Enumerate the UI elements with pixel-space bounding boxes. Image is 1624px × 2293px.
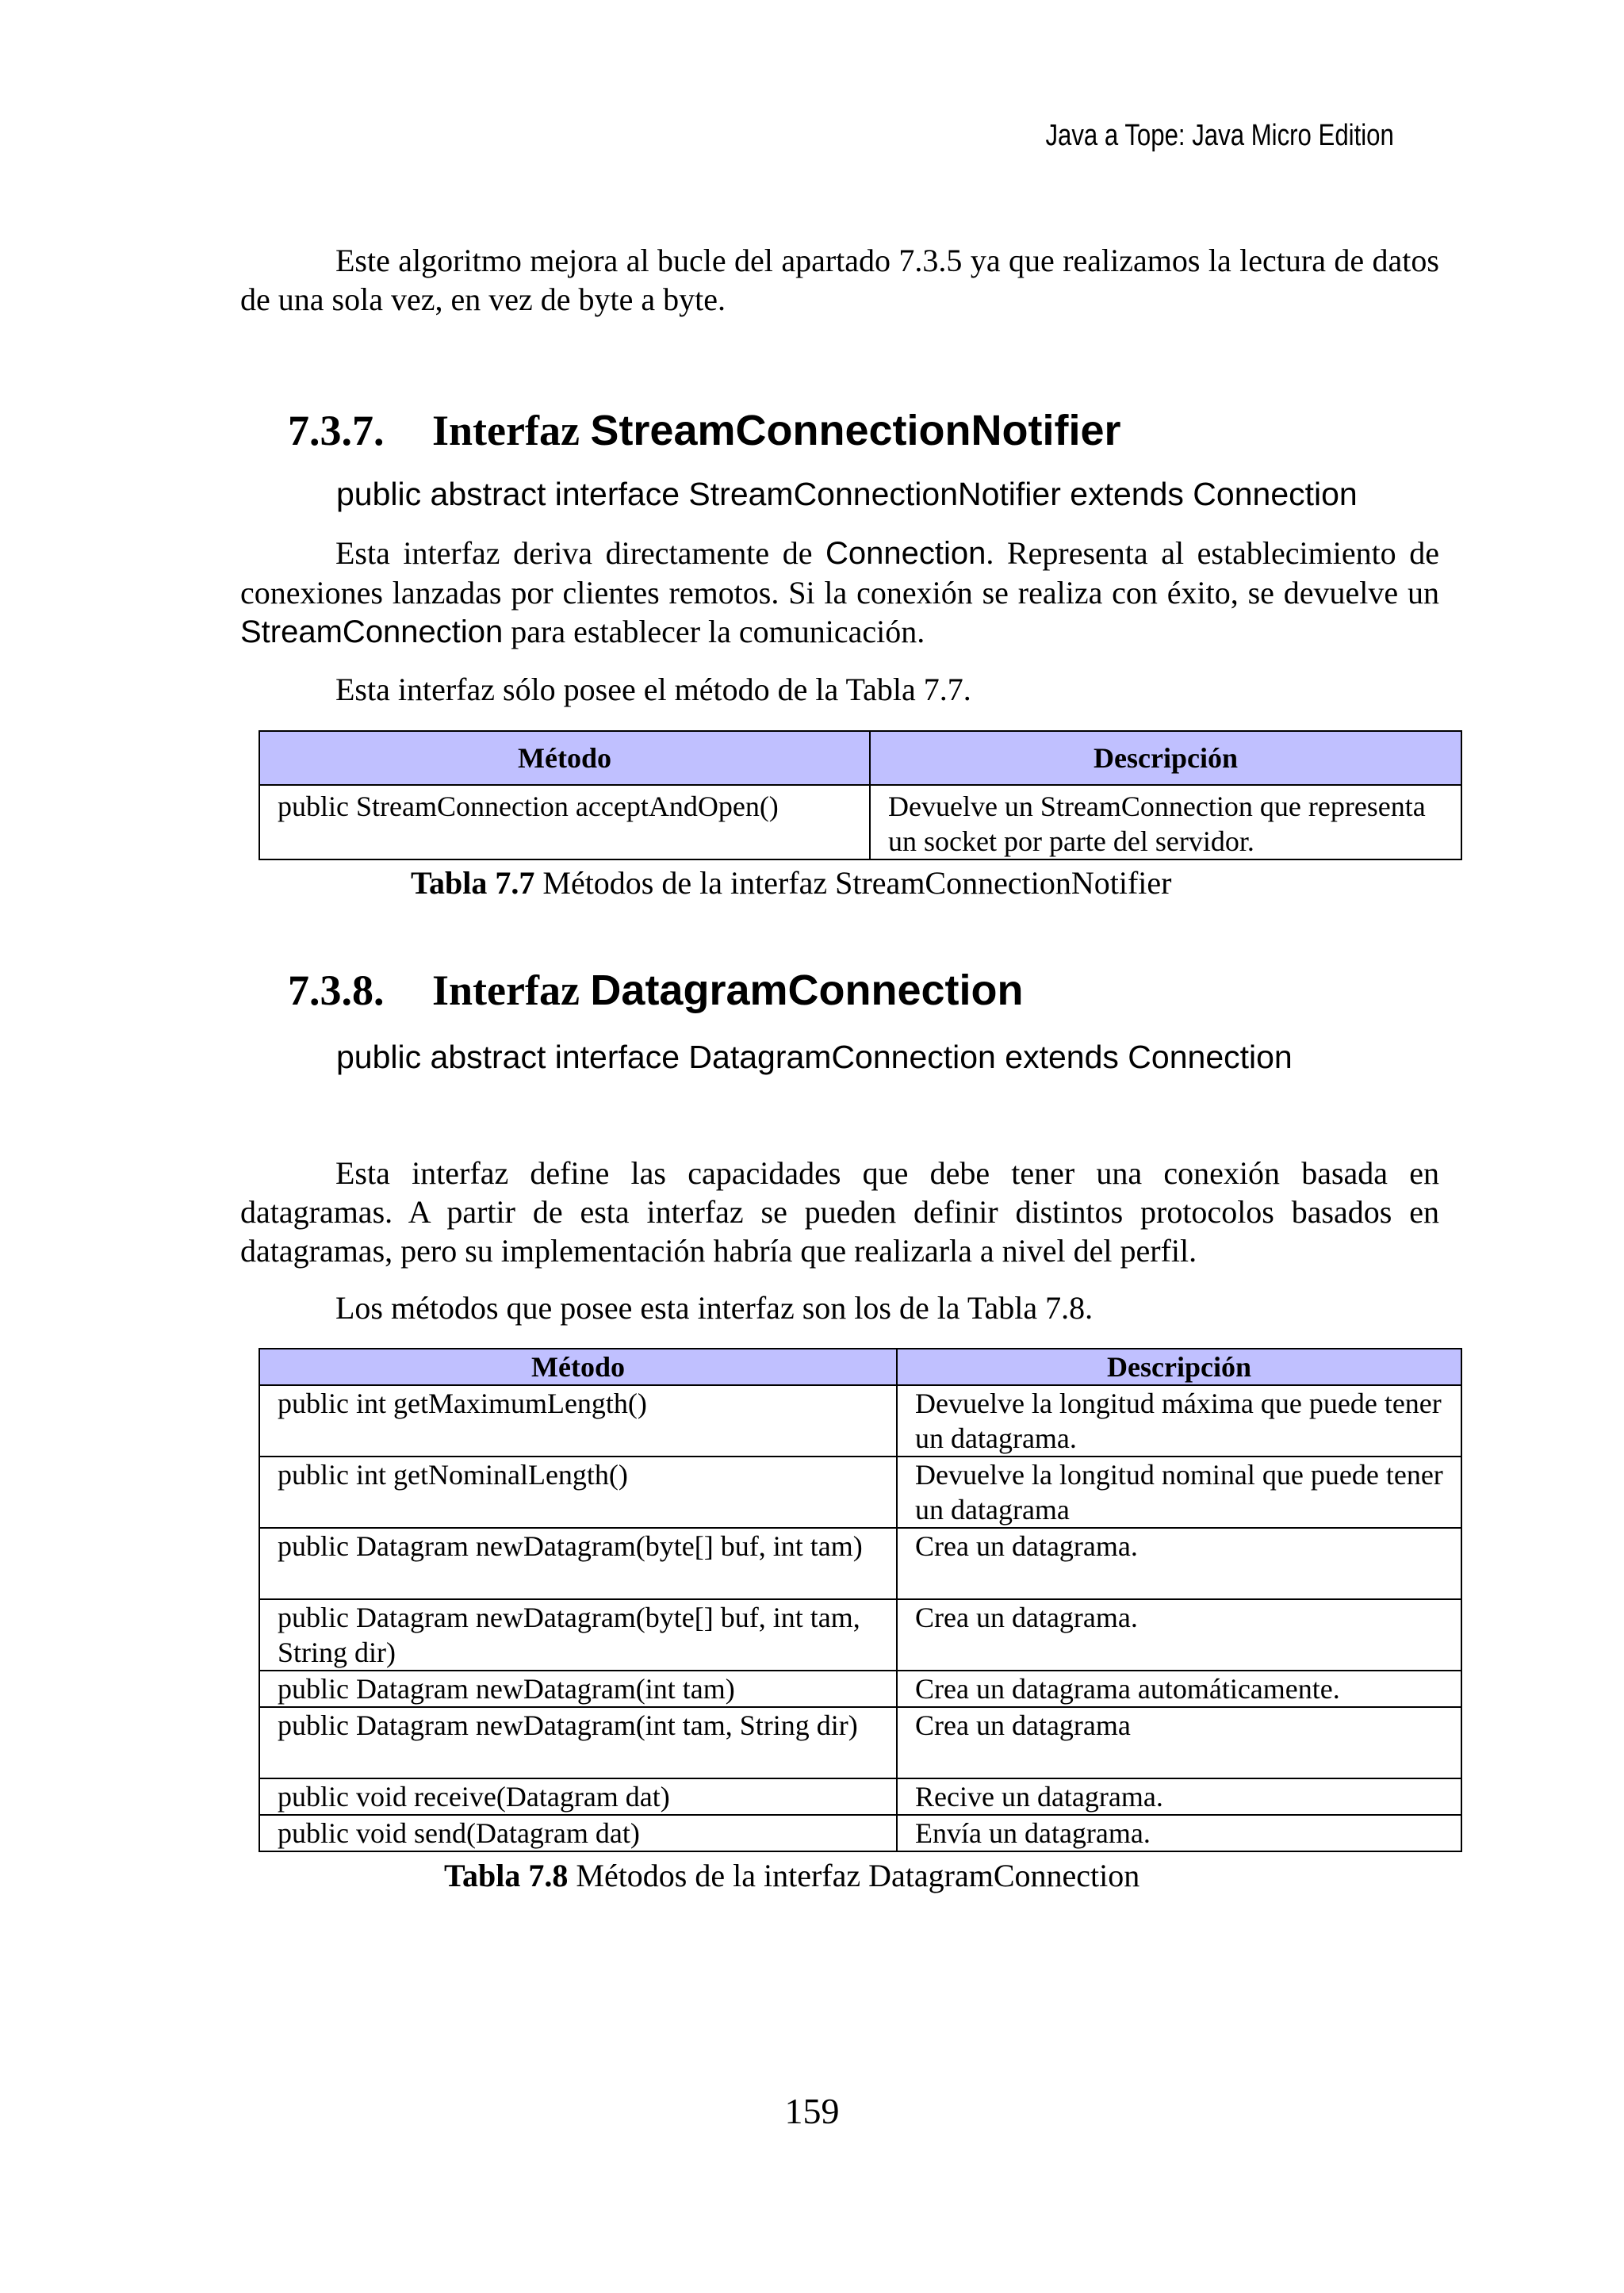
table-row [259,1671,1461,1707]
interface-signature-738: public abstract interface DatagramConnection extends Connection [336,1039,1293,1075]
table-row [259,1815,1461,1851]
method-cell: public Datagram newDatagram(byte[] buf, int tam, String dir) [259,1599,897,1671]
description-cell: Crea un datagrama [897,1707,1461,1778]
running-header: Java a Tope: Java Micro Edition [1045,119,1394,152]
section-keyword: Interfaz [432,407,580,454]
table-row [259,1707,1461,1778]
description-cell: Crea un datagrama automáticamente. [897,1671,1461,1707]
table-row [259,785,1461,859]
section-heading-737 [288,406,1121,455]
description-cell: Devuelve la longitud nominal que puede tener un datagrama [897,1457,1461,1528]
table-header-row [259,1349,1461,1385]
description-cell: Devuelve un StreamConnection que representa un socket por parte del servidor. [870,785,1461,859]
table-caption-7-8: Tabla 7.8 Métodos de la interfaz DatagramConnection [444,1858,1140,1893]
code-streamconnection: StreamConnection [240,614,504,649]
table-row [259,1528,1461,1599]
header-cell: Descripción [897,1349,1461,1385]
table-row [259,1778,1461,1815]
section-number: 7.3.7. [288,407,385,454]
method-cell: public int getMaximumLength() [259,1385,897,1457]
table-7-8 [259,1348,1462,1852]
method-cell: public Datagram newDatagram(int tam) [259,1671,897,1707]
table-row [259,1385,1461,1457]
table-header-row [259,731,1461,785]
description-cell: Crea un datagrama. [897,1599,1461,1671]
method-cell: public void send(Datagram dat) [259,1815,897,1851]
section-number: 7.3.8. [288,967,385,1014]
table-7-7 [259,730,1462,860]
section-737-paragraph-1: Esta interfaz deriva directamente de Connection. Representa al establecimiento de conexiones lanzadas por clientes remotos. Si la conexión se realiza con éxito, se devuelve un StreamConnection para establecer la comunicación. [240,535,1439,649]
page-number: 159 [784,2091,840,2131]
table-row [259,1457,1461,1528]
code-connection: Connection [825,536,986,571]
section-heading-738 [288,966,1024,1015]
section-keyword: Interfaz [432,967,580,1014]
method-cell: public StreamConnection acceptAndOpen() [259,785,870,859]
header-cell: Método [259,1349,897,1385]
header-cell: Descripción [870,731,1461,785]
method-cell: public int getNominalLength() [259,1457,897,1528]
section-737-paragraph-2: Esta interfaz sólo posee el método de la Tabla 7.7. [335,672,971,707]
method-cell: public Datagram newDatagram(byte[] buf, int tam) [259,1528,897,1599]
interface-signature-737: public abstract interface StreamConnectionNotifier extends Connection [336,476,1358,512]
intro-paragraph: Este algoritmo mejora al bucle del apartado 7.3.5 ya que realizamos la lectura de datos de una sola vez, en vez de byte a byte. [240,243,1439,317]
description-cell: Recive un datagrama. [897,1778,1461,1815]
section-738-paragraph-1: Esta interfaz define las capacidades que debe tener una conexión basada en datagramas. A partir de esta interfaz se pueden definir distintos protocolos basados en datagramas, pero su implementación habría que realizarla a nivel del perfil. [240,1155,1439,1269]
table-caption-7-7: Tabla 7.7 Métodos de la interfaz StreamConnectionNotifier [411,865,1172,901]
description-cell: Envía un datagrama. [897,1815,1461,1851]
section-738-paragraph-2: Los métodos que posee esta interfaz son los de la Tabla 7.8. [335,1290,1094,1326]
method-cell: public Datagram newDatagram(int tam, String dir) [259,1707,897,1778]
description-cell: Devuelve la longitud máxima que puede tener un datagrama. [897,1385,1461,1457]
header-cell: Método [259,731,870,785]
interface-name: DatagramConnection [590,967,1024,1014]
table-row [259,1599,1461,1671]
interface-name: StreamConnectionNotifier [590,407,1121,454]
method-cell: public void receive(Datagram dat) [259,1778,897,1815]
description-cell: Crea un datagrama. [897,1528,1461,1599]
